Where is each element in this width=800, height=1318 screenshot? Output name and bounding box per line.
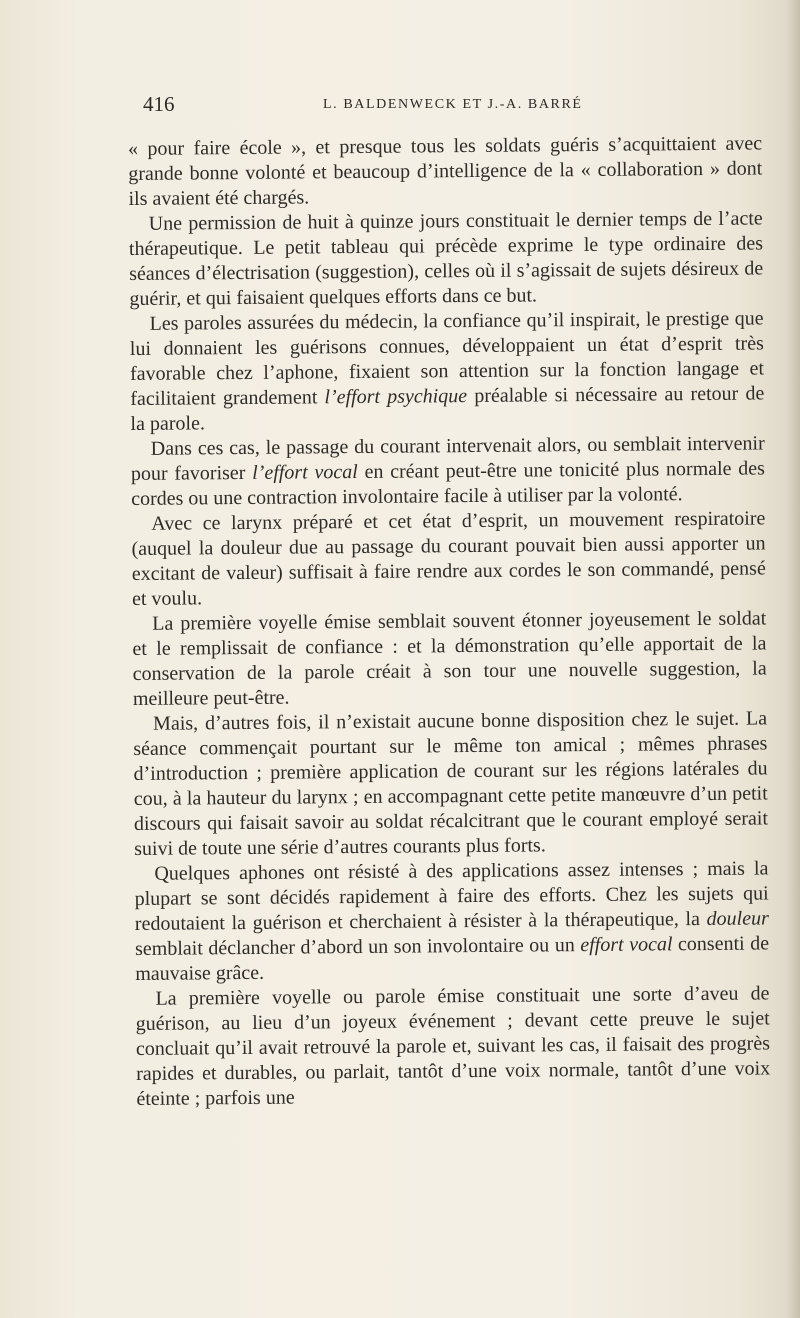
paragraph: [128, 131, 763, 212]
page-edge-shadow: [786, 0, 800, 1318]
body-text: [128, 131, 770, 1111]
paragraph-text: Dans ces cas, le passage du courant intervenait alors, ou semblait intervenir pour favoriser: [130, 432, 765, 485]
paragraph-text: Avec ce larynx préparé et cet état d’esprit, un mouvement respiratoire (auquel la douleur due au passage du courant pouvait bien aussi apporter un excitant de valeur) suffisait à faire rendre aux cordes le son commandé, pensé et voulu.: [131, 507, 766, 610]
running-head: L. BALDENWECK ET J.-A. BARRÉ: [323, 97, 583, 112]
page-number: 416: [143, 92, 175, 116]
paragraph-text: « pour faire école », et presque tous les soldats guéris s’acquittaient avec grande bonne volonté et beaucoup d’intelligence de la « collaboration » dont ils avaient été chargés.: [128, 132, 763, 210]
paragraph: [133, 706, 768, 862]
paragraph-text: Mais, d’autres fois, il n’existait aucune bonne disposition chez le sujet. La séance commençait pourtant sur le même ton amical ; mêmes phrases d’introduction ; première application de courant sur les régions latérales du cou, à la hauteur du larynx ; en accompagnant cette petite manœuvre d’un petit discours qui faisait savoir au soldat récalcitrant que le courant employé serait suivi de toute une série d’autres courants plus forts.: [133, 707, 769, 860]
page-header: [143, 92, 623, 122]
italic-text: l’effort psychique: [324, 385, 468, 409]
italic-text: effort vocal: [580, 933, 673, 957]
paragraph: [131, 506, 766, 612]
paragraph-text: La première voyelle émise semblait souvent étonner joyeusement le soldat et le remplissait de confiance : et la démonstration qu’elle apportait de la conservation de la parole créait à son tour une nouvelle suggestion, la meilleure peut-être.: [132, 607, 767, 710]
paragraph-text: préalable si nécessaire au retour de la parole.: [130, 382, 765, 435]
paragraph-text: Une permission de huit à quinze jours constituait le dernier temps de l’acte thérapeutique. Le petit tableau qui précède exprime le type ordinaire des séances d’électrisation (suggestion), celles où il s’agissait de sujets désireux de guérir, et qui faisaient quelques efforts dans ce but.: [128, 207, 764, 310]
italic-text: douleur: [706, 907, 769, 930]
paragraph-text: consenti de mauvaise grâce.: [135, 932, 770, 985]
paragraph-text: en créant peut-être une tonicité plus normale des cordes ou une contraction involontaire facile à utiliser par la volonté.: [131, 457, 766, 510]
paragraph-text: La première voyelle ou parole émise constituait une sorte d’aveu de guérison, au lieu d’un joyeux événement ; devant cette preuve le sujet concluait qu’il avait retrouvé la parole et, suivant les cas, il faisait des progrès rapides et durables, ou parlait, tantôt d’une voix normale, tantôt d’une voix éteinte ; parfois une: [135, 982, 771, 1110]
paragraph: [135, 981, 770, 1112]
paragraph: [134, 856, 769, 987]
paragraph-text: Quelques aphones ont résisté à des applications assez intenses ; mais la plupart se sont décidés rapidement à faire des efforts. Chez les sujets qui redoutaient la guérison et cherchaient à résister à la thérapeutique, la: [134, 857, 769, 935]
paragraph: [130, 306, 765, 437]
italic-text: l’effort vocal: [252, 461, 358, 484]
paragraph-text: Les paroles assurées du médecin, la confiance qu’il inspirait, le prestige que lui donnaient les guérisons connues, développaient un état d’esprit très favorable chez l’aphone, fixaient son attention sur la fonction langage et facilitaient grandement: [129, 307, 765, 410]
paragraph: [132, 606, 767, 712]
paragraph-text: semblait déclancher d’abord un son involontaire ou un: [134, 934, 581, 960]
paragraph: [129, 206, 764, 312]
paragraph: [131, 431, 766, 512]
